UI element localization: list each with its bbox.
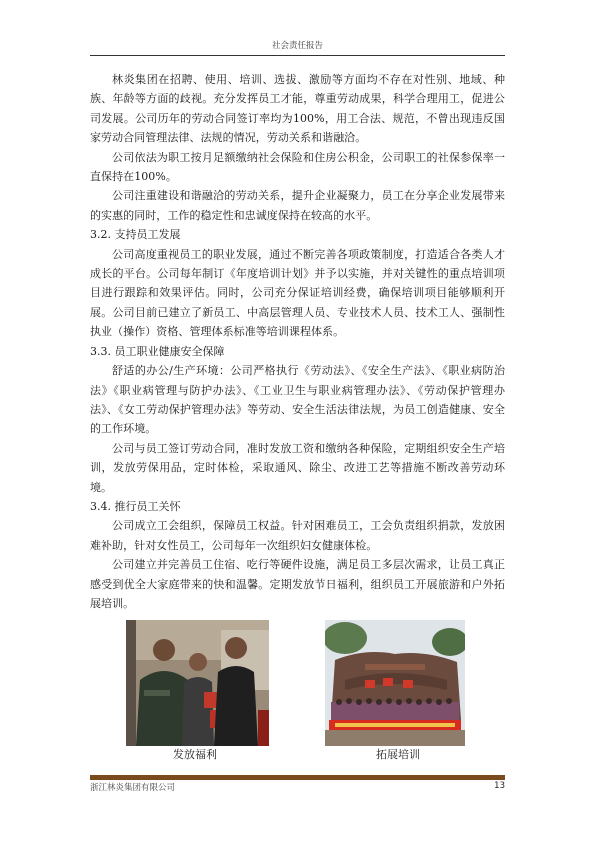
section-heading-health-safety: 3.3. 员工职业健康安全保障 [90, 344, 225, 358]
page-footer [90, 781, 505, 793]
outdoor-training-photo [325, 620, 465, 746]
page-header [90, 39, 505, 56]
report-body [90, 70, 505, 613]
photo-section [0, 620, 595, 765]
page-number: 13 [494, 781, 505, 791]
footer-company-name: 浙江林炎集团有限公司 [90, 783, 176, 793]
paragraph-union: 公司成立工会组织，保障员工权益。针对困难员工，工会负责组织捐款，发放困难补助，针对女性员工，公司每年一次组织妇女健康体检。 [90, 519, 505, 552]
benefits-distribution-photo [126, 620, 269, 746]
paragraph-training: 公司高度重视员工的职业发展，通过不断完善各项政策制度，打造适合各类人才成长的平台。公司每年制订《年度培训计划》并予以实施，并对关键性的重点培训项目进行跟踪和效果评估。同时，公司充分保证培训经费，确保培训项目能够顺利开展。公司目前已建立了新员工、中高层管理人员、专业技术人员、技术工人、强制性执业（操作）资格、管理体系标准等培训课程体系。 [90, 247, 505, 339]
section-heading-employee-development: 3.2. 支持员工发展 [90, 228, 181, 242]
photo-caption-benefits: 发放福利 [173, 748, 217, 761]
paragraph-social-insurance: 公司依法为职工按月足额缴纳社会保险和住房公积金，公司职工的社保参保率一直保持在100%。 [90, 150, 505, 184]
paragraph-facilities: 公司建立并完善员工住宿、吃行等硬件设施，满足员工多层次需求，让员工真正感受到优全大家庭带来的快和温馨。定期发放节日福利，组织员工开展旅游和户外拓展培训。 [90, 558, 505, 610]
paragraph-labor-relations: 公司注重建设和谐融洽的劳动关系，提升企业凝聚力，员工在分享企业发展带来的实惠的同时，工作的稳定性和忠诚度保持在较高的水平。 [90, 189, 505, 222]
photo-caption-training: 拓展培训 [376, 748, 420, 761]
paragraph-work-environment: 舒适的办公/生产环境：公司严格执行《劳动法》、《安全生产法》、《职业病防治法》《职业病管理与防护办法》、《工业卫生与职业病管理办法》、《劳动保护管理办法》、《女工劳动保护管理办法》等劳动、安全生活法律法规，为员工创造健康、安全的工作环境。 [90, 364, 505, 436]
section-heading-employee-care: 3.4. 推行员工关怀 [90, 499, 181, 513]
paragraph-labor-contract: 公司与员工签订劳动合同，准时发放工资和缴纳各种保险，定期组织安全生产培训，发放劳保用品，定时体检，采取通风、除尘、改进工艺等措施不断改善劳动环境。 [90, 441, 505, 494]
paragraph-equal-employment: 林炎集团在招聘、使用、培训、选拔、激励等方面均不存在对性别、地域、种族、年龄等方面的歧视。充分发挥员工才能，尊重劳动成果，科学合理用工，促进公司发展。公司历年的劳动合同签订率均为100%，用工合法、规范，不曾出现违反国家劳动合同管理法律、法规的情况，劳动关系和谐融洽。 [90, 73, 505, 145]
footer-rule [90, 775, 505, 780]
header-title: 社会责任报告 [271, 41, 323, 51]
